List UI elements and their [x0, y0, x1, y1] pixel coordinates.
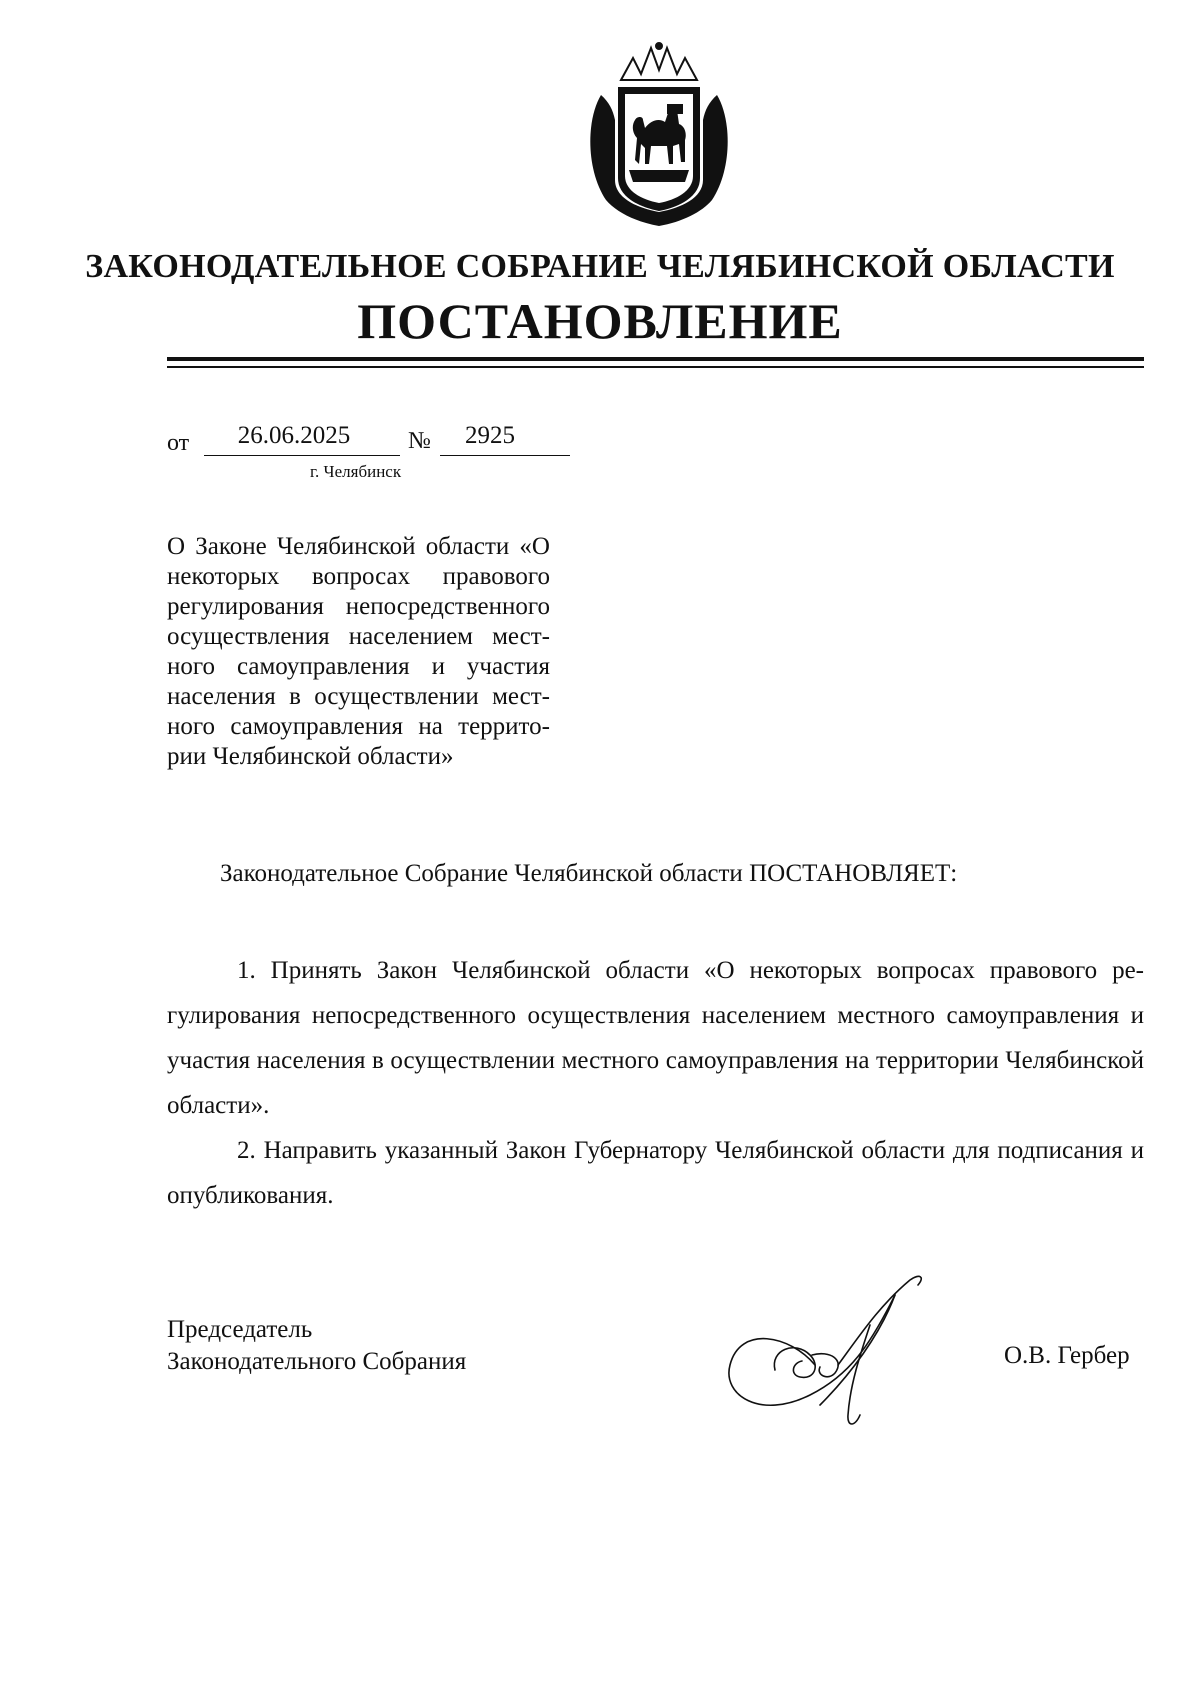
signer-title-line: Законодательного Собрания	[167, 1348, 467, 1375]
date-underline	[204, 455, 400, 456]
document-subject: О Законе Челябинской области «О некоторых вопросах правового регулирования непосредственного осуществления населением местного самоуправления и участия населения в осуществлении местного самоуправления на территории Челябинской области»	[167, 533, 550, 770]
header-rule-thick	[167, 357, 1144, 361]
signer-title	[167, 1314, 466, 1378]
resolution-item: 2. Направить указанный Закон Губернатору Челябинской области для подписания и опубликования.	[167, 1137, 1144, 1209]
date-prefix: от	[167, 430, 190, 456]
header-rule-thin	[167, 366, 1144, 368]
document-city: г. Челябинск	[310, 462, 402, 481]
signer-name: О.В. Гербер	[1004, 1342, 1130, 1369]
organization-title: ЗАКОНОДАТЕЛЬНОЕ СОБРАНИЕ ЧЕЛЯБИНСКОЙ ОБЛАСТИ	[85, 248, 1115, 285]
resolution-items	[167, 948, 1144, 1218]
document-type-title: ПОСТАНОВЛЕНИЕ	[357, 293, 843, 349]
resolution-item: 1. Принять Закон Челябинской области «О некоторых вопросах правового регулирования непосредственного осуществления населением местного самоуправления и участия населения в осуществлении местного самоуправления на территории Челябинской области».	[167, 957, 1144, 1119]
signer-title-line: Председатель	[167, 1316, 313, 1343]
coat-of-arms-icon	[581, 40, 736, 228]
preamble: Законодательное Собрание Челябинской области ПОСТАНОВЛЯЕТ:	[220, 860, 958, 887]
number-sign: №	[408, 428, 431, 454]
handwritten-signature-icon	[720, 1255, 940, 1435]
document-date: 26.06.2025	[237, 422, 351, 449]
number-underline	[440, 455, 570, 456]
document-number: 2925	[465, 422, 515, 449]
